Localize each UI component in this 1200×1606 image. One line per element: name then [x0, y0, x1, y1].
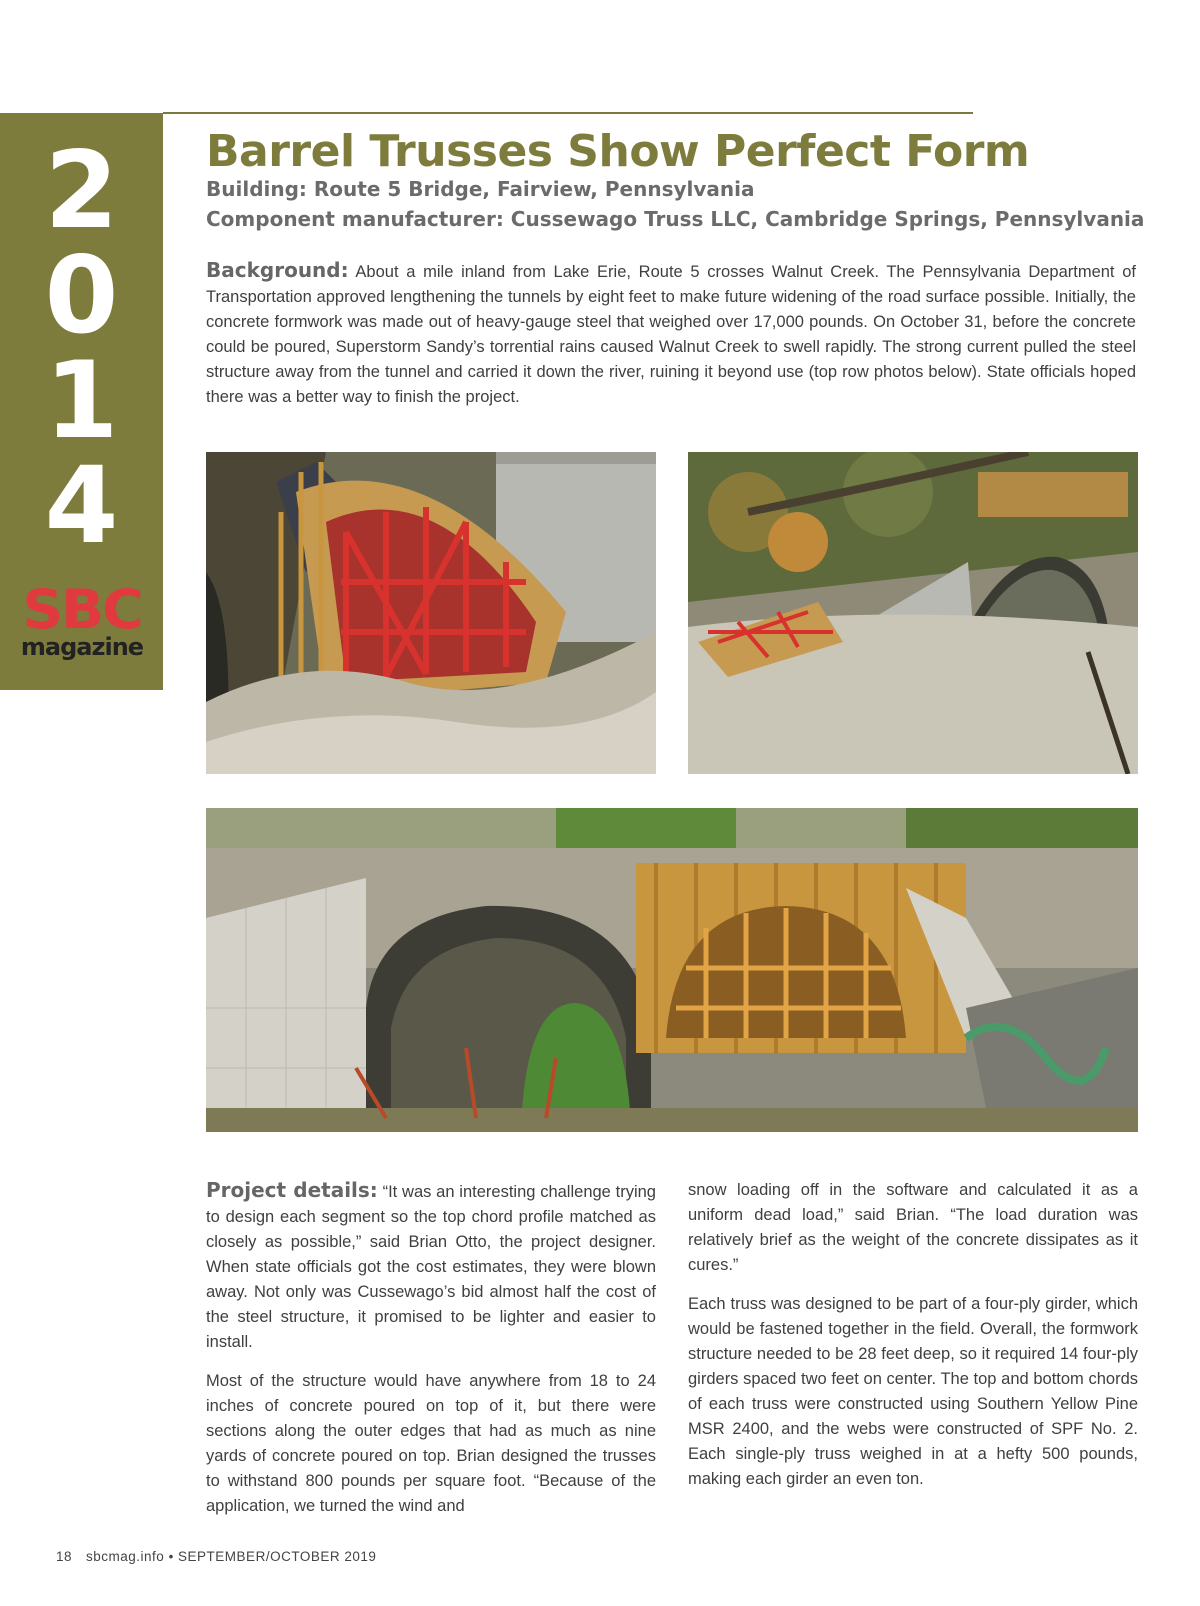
photo-wood-truss-formwork — [206, 808, 1138, 1132]
project-details-text-1: “It was an interesting challenge trying to design each segment so the top chord profile matched as closely as possible,” said Brian Otto, the project designer. When state officials got the cost estimates, they were blown away. Not only was Cussewago’s bid almost half the cost of the steel structure, it promised to be lighter and easier to install. — [206, 1183, 656, 1351]
page-footer — [56, 1549, 376, 1564]
photo-steel-formwork-flood — [206, 452, 656, 774]
project-details-left-column — [206, 1178, 656, 1519]
top-rule — [163, 112, 973, 114]
photo-formwork-swept-away — [688, 452, 1138, 774]
sbc-magazine-logo — [20, 578, 144, 661]
year-digit: 1 — [44, 339, 119, 462]
project-details-paragraph-2: Most of the structure would have anywhere from 18 to 24 inches of concrete poured on top of it, but there were sections along the outer edges that had as much as nine yards of concrete poured on top. Brian designed the trusses to withstand 800 pounds per square foot. “Because of the application, we turned the wind and — [206, 1372, 656, 1515]
background-text: About a mile inland from Lake Erie, Route 5 crosses Walnut Creek. The Pennsylvania Department of Transportation approved lengthening the tunnels by eight feet to make future widening of the road surface possible. Initially, the concrete formwork was made out of heavy-gauge steel that weighed over 17,000 pounds. On October 31, before the concrete could be poured, Superstorm Sandy’s torrential rains caused Walnut Creek to swell rapidly. The strong current pulled the steel structure away from the tunnel and carried it down the river, ruining it beyond use (top row photos below). State officials hoped there was a better way to finish the project. — [206, 263, 1136, 406]
project-details-paragraph-1 — [206, 1178, 656, 1355]
project-details-right-column — [688, 1178, 1138, 1492]
background-lead: Background: — [206, 258, 349, 282]
year-sidebar — [0, 113, 163, 690]
background-paragraph — [206, 258, 1136, 410]
project-details-paragraph-4: Each truss was designed to be part of a four-ply girder, which would be fastened together in the field. Overall, the formwork structure needed to be 28 feet deep, so it required 14 four-ply girders spaced two feet on center. The top and bottom chords of each truss were constructed using Southern Yellow Pine MSR 2400, and the webs were constructed of SPF No. 2. Each single-ply truss weighed in at a hefty 500 pounds, making each girder an even ton. — [688, 1295, 1138, 1488]
year-digit: 2 — [44, 129, 119, 252]
project-details-paragraph-3: snow loading off in the software and calculated it as a uniform dead load,” said Brian. “The load duration was relatively brief as the weight of the concrete dissipates as it cures.” — [688, 1181, 1138, 1274]
project-details-lead: Project details: — [206, 1178, 378, 1202]
page-number: 18 — [56, 1549, 73, 1564]
article-title: Barrel Trusses Show Perfect Form — [206, 126, 1030, 177]
manufacturer-line: Component manufacturer: Cussewago Truss LLC, Cambridge Springs, Pennsylvania — [206, 207, 1145, 231]
building-line: Building: Route 5 Bridge, Fairview, Pennsylvania — [206, 177, 755, 201]
logo-sub-text: magazine — [20, 633, 144, 661]
footer-publication: sbcmag.info • SEPTEMBER/OCTOBER 2019 — [86, 1549, 377, 1564]
logo-main-text: SBC — [22, 578, 142, 641]
year-digit: 4 — [44, 444, 119, 567]
year-digit: 0 — [44, 234, 119, 357]
